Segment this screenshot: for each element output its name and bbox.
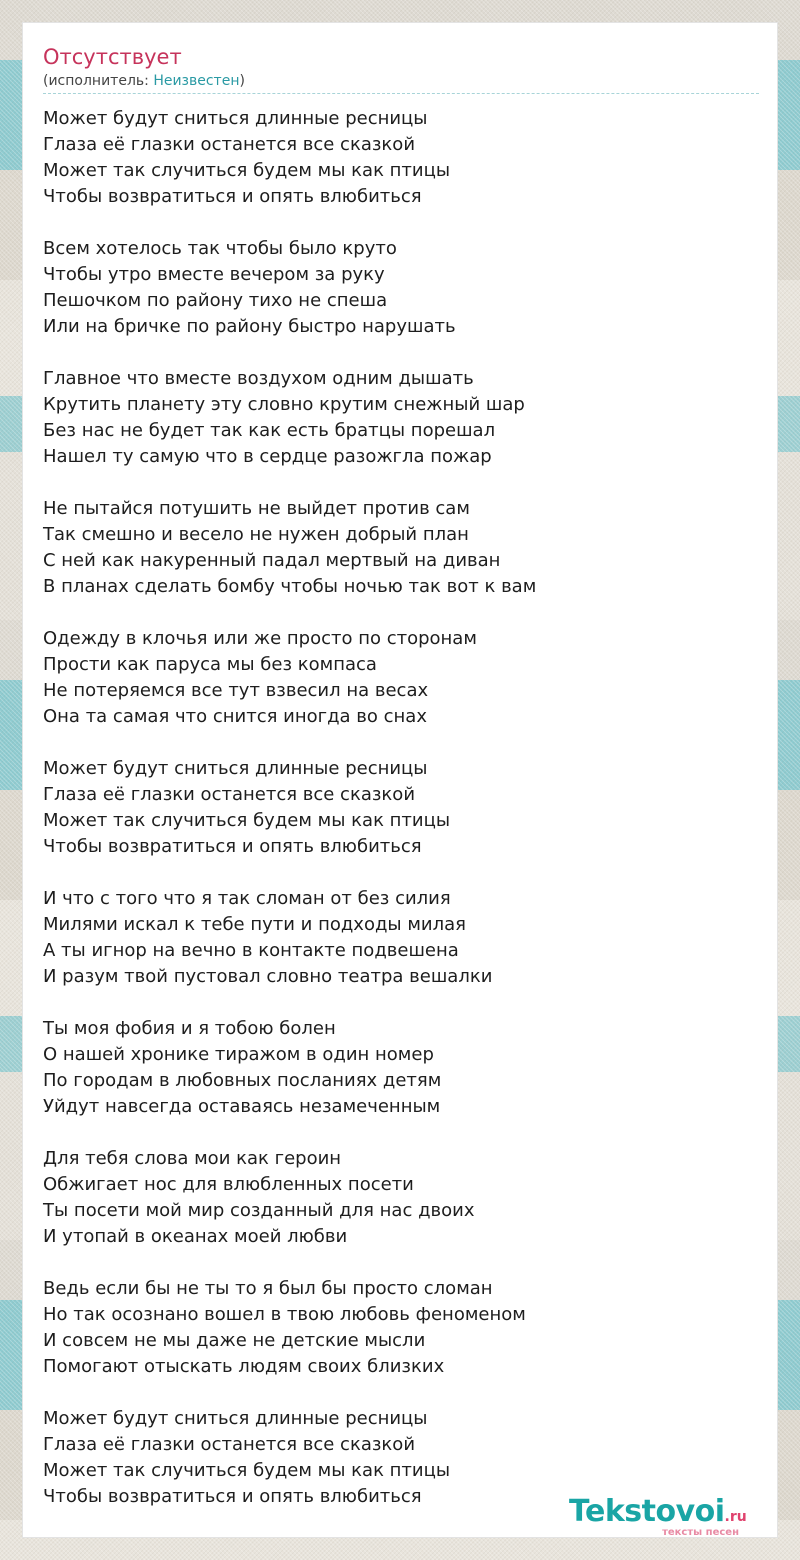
lyric-line: Глаза её глазки останется все сказкой xyxy=(43,784,416,805)
lyric-line: Чтобы возвратиться и опять влюбиться xyxy=(43,186,422,207)
lyric-line: Может будут сниться длинные ресницы xyxy=(43,108,428,129)
stanza xyxy=(43,1146,759,1250)
lyric-line: Может так случиться будем мы как птицы xyxy=(43,160,451,181)
lyric-line: Не пытайся потушить не выйдет против сам xyxy=(43,498,470,519)
logo-name: Tekstovoi xyxy=(569,1494,725,1529)
lyric-line: Ведь если бы не ты то я был бы просто сломан xyxy=(43,1278,493,1299)
lyric-line: Уйдут навсегда оставаясь незамеченным xyxy=(43,1096,441,1117)
song-title: Отсутствует xyxy=(43,45,182,69)
lyric-line: Обжигает нос для влюбленных посети xyxy=(43,1174,414,1195)
lyric-line: Помогают отыскать людям своих близких xyxy=(43,1356,445,1377)
lyrics-card xyxy=(22,22,778,1538)
lyric-line: Одежду в клочья или же просто по сторонам xyxy=(43,628,477,649)
lyric-line: С ней как накуренный падал мертвый на диван xyxy=(43,550,501,571)
stanza xyxy=(43,236,759,340)
lyric-line: Может будут сниться длинные ресницы xyxy=(43,1408,428,1429)
lyric-line: Крутить планету эту словно крутим снежный шар xyxy=(43,394,525,415)
stanza xyxy=(43,756,759,860)
lyric-line: Милями искал к тебе пути и подходы милая xyxy=(43,914,466,935)
lyric-line: О нашей хронике тиражом в один номер xyxy=(43,1044,434,1065)
lyric-line: Может будут сниться длинные ресницы xyxy=(43,758,428,779)
logo-subtitle: тексты песен xyxy=(662,1527,739,1538)
artist-link[interactable]: Неизвестен xyxy=(153,73,240,89)
stanza xyxy=(43,496,759,600)
lyric-line: Для тебя слова мои как героин xyxy=(43,1148,342,1169)
lyric-line: И утопай в океанах моей любви xyxy=(43,1226,348,1247)
lyric-line: Глаза её глазки останется все сказкой xyxy=(43,1434,416,1455)
lyric-line: Глаза её глазки останется все сказкой xyxy=(43,134,416,155)
lyric-line: И что с того что я так сломан от без силия xyxy=(43,888,451,909)
lyric-line: Ты посети мой мир созданный для нас двоих xyxy=(43,1200,475,1221)
lyric-line: Чтобы возвратиться и опять влюбиться xyxy=(43,836,422,857)
stanza xyxy=(43,626,759,730)
song-header xyxy=(43,43,759,94)
lyric-line: Без нас не будет так как есть братцы порешал xyxy=(43,420,496,441)
lyric-line: Но так осознано вошел в твою любовь феноменом xyxy=(43,1304,526,1325)
lyric-line: Может так случиться будем мы как птицы xyxy=(43,1460,451,1481)
stanza xyxy=(43,106,759,210)
lyric-line: Ты моя фобия и я тобою болен xyxy=(43,1018,336,1039)
lyrics-body xyxy=(43,106,759,1536)
lyric-line: А ты игнор на вечно в контакте подвешена xyxy=(43,940,459,961)
lyric-line: Пешочком по району тихо не спеша xyxy=(43,290,388,311)
lyric-line: Так смешно и весело не нужен добрый план xyxy=(43,524,469,545)
logo-tld: .ru xyxy=(724,1509,747,1525)
site-logo[interactable] xyxy=(569,1495,779,1539)
artist-suffix: ) xyxy=(239,73,245,89)
lyric-line: Чтобы возвратиться и опять влюбиться xyxy=(43,1486,422,1507)
lyric-line: Чтобы утро вместе вечером за руку xyxy=(43,264,385,285)
artist-prefix: (исполнитель: xyxy=(43,73,154,89)
stanza xyxy=(43,886,759,990)
lyric-line: Может так случиться будем мы как птицы xyxy=(43,810,451,831)
lyric-line: В планах сделать бомбу чтобы ночью так вот к вам xyxy=(43,576,537,597)
artist-line xyxy=(43,71,759,94)
lyric-line: Главное что вместе воздухом одним дышать xyxy=(43,368,474,389)
stanza xyxy=(43,1276,759,1380)
lyric-line: Всем хотелось так чтобы было круто xyxy=(43,238,397,259)
lyric-line: По городам в любовных посланиях детям xyxy=(43,1070,442,1091)
lyric-line: Прости как паруса мы без компаса xyxy=(43,654,377,675)
lyric-line: Или на бричке по району быстро нарушать xyxy=(43,316,456,337)
lyric-line: И совсем не мы даже не детские мысли xyxy=(43,1330,426,1351)
stanza xyxy=(43,1016,759,1120)
lyric-line: Она та самая что снится иногда во снах xyxy=(43,706,427,727)
lyric-line: И разум твой пустовал словно театра вешалки xyxy=(43,966,493,987)
lyric-line: Не потеряемся все тут взвесил на весах xyxy=(43,680,429,701)
stanza xyxy=(43,366,759,470)
lyric-line: Нашел ту самую что в сердце разожгла пожар xyxy=(43,446,492,467)
